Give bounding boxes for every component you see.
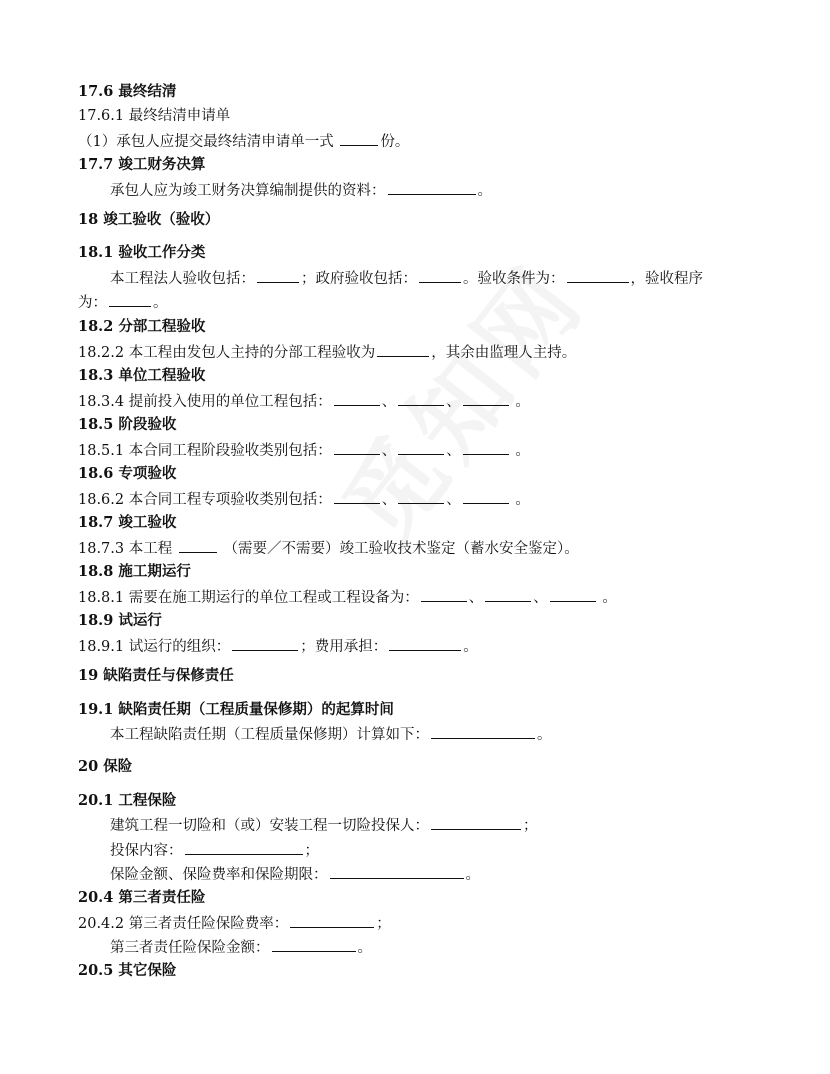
heading-19-1: 19.1 缺陷责任期（工程质量保修期）的起算时间 — [78, 701, 394, 718]
blank-field[interactable] — [389, 636, 461, 651]
heading-18-9: 18.9 试运行 — [78, 612, 162, 629]
heading-20-4: 20.4 第三者责任险 — [78, 889, 206, 906]
blank-field[interactable] — [109, 292, 151, 307]
blank-field[interactable] — [421, 587, 467, 602]
heading-17-6: 17.6 最终结清 — [78, 83, 177, 100]
blank-field[interactable] — [340, 131, 378, 146]
blank-field[interactable] — [232, 636, 298, 651]
blank-field[interactable] — [257, 268, 299, 283]
blank-field[interactable] — [463, 391, 509, 406]
blank-field[interactable] — [398, 440, 444, 455]
heading-19: 19 缺陷责任与保修责任 — [78, 667, 234, 684]
clause-18-1-a: 本工程法人验收包括： ；政府验收包括： 。验收条件为： ，验收程序 — [110, 268, 703, 289]
clause-18-6-2: 18.6.2 本合同工程专项验收类别包括： 、 、 。 — [78, 489, 530, 510]
clause-18-2-2: 18.2.2 本工程由发包人主持的分部工程验收为 ，其余由监理人主持。 — [78, 342, 576, 363]
heading-20: 20 保险 — [78, 758, 133, 775]
blank-field[interactable] — [334, 391, 380, 406]
blank-field[interactable] — [377, 342, 429, 357]
clause-18-7-3: 18.7.3 本工程 （需要／不需要）竣工验收技术鉴定（蓄水安全鉴定）。 — [78, 538, 579, 559]
clause-17-6-1-1: （1）承包人应提交最终结清申请单一式 份。 — [78, 131, 409, 152]
blank-field[interactable] — [463, 489, 509, 504]
heading-18-1: 18.1 验收工作分类 — [78, 244, 206, 261]
heading-18: 18 竣工验收（验收） — [78, 211, 220, 228]
blank-field[interactable] — [330, 864, 464, 879]
clause-20-1-c: 保险金额、保险费率和保险期限： 。 — [110, 864, 480, 885]
heading-18-6: 18.6 专项验收 — [78, 465, 177, 482]
clause-20-4-2-b: 第三者责任险保险金额： 。 — [110, 937, 372, 958]
heading-20-5: 20.5 其它保险 — [78, 962, 177, 979]
blank-field[interactable] — [272, 937, 356, 952]
blank-field[interactable] — [398, 391, 444, 406]
clause-18-9-1: 18.9.1 试运行的组织： ；费用承担： 。 — [78, 636, 478, 657]
clause-18-5-1: 18.5.1 本合同工程阶段验收类别包括： 、 、 。 — [78, 440, 530, 461]
heading-20-1: 20.1 工程保险 — [78, 792, 177, 809]
blank-field[interactable] — [485, 587, 531, 602]
subheading-17-6-1: 17.6.1 最终结清申请单 — [78, 108, 231, 124]
blank-field[interactable] — [398, 489, 444, 504]
clause-20-4-2-a: 20.4.2 第三者责任险保险费率： ； — [78, 913, 391, 934]
clause-20-1-a: 建筑工程一切险和（或）安装工程一切险投保人： ； — [110, 815, 538, 836]
blank-field[interactable] — [431, 724, 535, 739]
clause-20-1-b: 投保内容： ； — [110, 840, 319, 861]
blank-field[interactable] — [388, 180, 476, 195]
clause-19-1: 本工程缺陷责任期（工程质量保修期）计算如下： 。 — [110, 724, 552, 745]
blank-field[interactable] — [185, 840, 303, 855]
heading-17-7: 17.7 竣工财务决算 — [78, 156, 206, 173]
heading-18-7: 18.7 竣工验收 — [78, 514, 177, 531]
blank-field[interactable] — [334, 489, 380, 504]
blank-field[interactable] — [290, 913, 374, 928]
blank-field[interactable] — [431, 815, 521, 830]
heading-18-2: 18.2 分部工程验收 — [78, 318, 206, 335]
heading-18-8: 18.8 施工期运行 — [78, 563, 191, 580]
clause-17-7: 承包人应为竣工财务决算编制提供的资料： 。 — [110, 180, 492, 201]
blank-field[interactable] — [334, 440, 380, 455]
blank-field[interactable] — [550, 587, 596, 602]
blank-field[interactable] — [463, 440, 509, 455]
blank-field[interactable] — [567, 268, 629, 283]
blank-field[interactable] — [419, 268, 461, 283]
clause-18-1-b: 为： 。 — [78, 292, 168, 313]
heading-18-5: 18.5 阶段验收 — [78, 416, 177, 433]
clause-18-3-4: 18.3.4 提前投入使用的单位工程包括： 、 、 。 — [78, 391, 530, 412]
heading-18-3: 18.3 单位工程验收 — [78, 367, 206, 384]
clause-18-8-1: 18.8.1 需要在施工期运行的单位工程或工程设备为： 、 、 。 — [78, 587, 617, 608]
blank-field[interactable] — [179, 538, 217, 553]
